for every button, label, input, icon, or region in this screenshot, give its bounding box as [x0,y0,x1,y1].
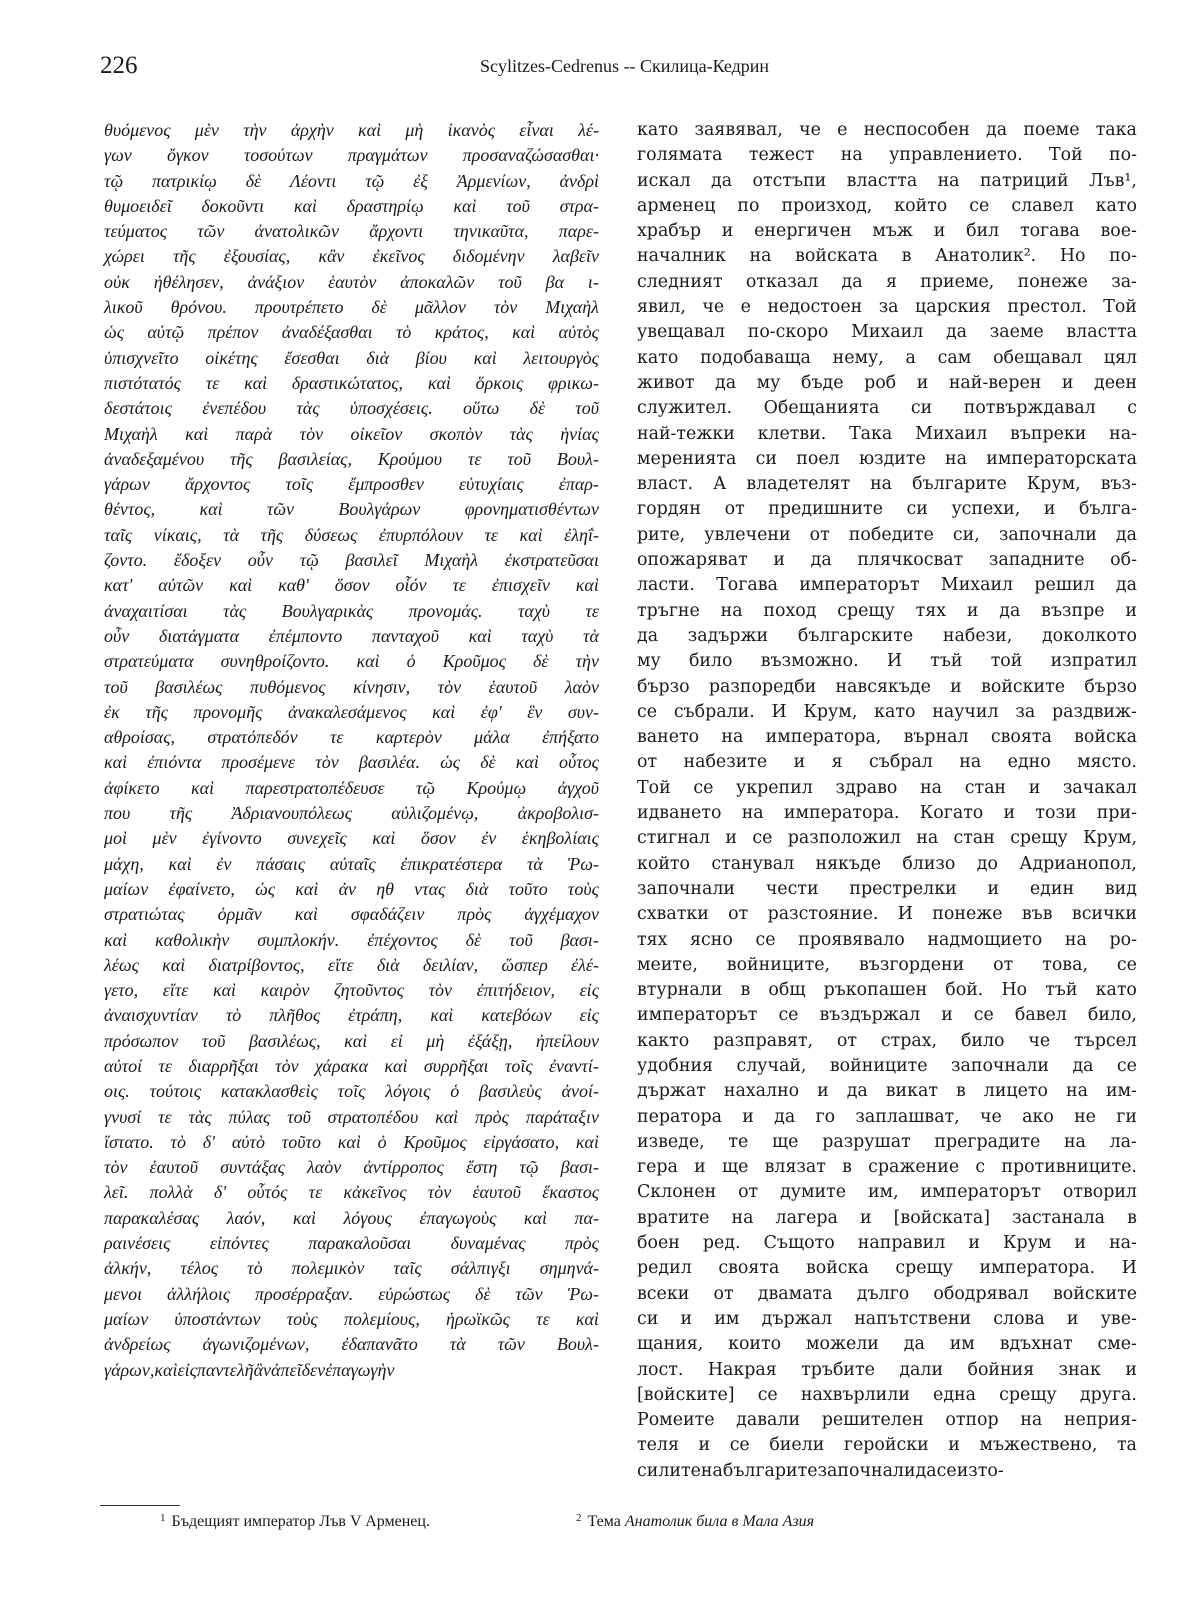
bulgarian-text-line: опожаряват и да плячкосват западните об- [637,550,1137,571]
bulgarian-text-line: искал да отстъпи властта на патриций Лъв¹, [637,170,1137,191]
bulgarian-text-line: всеки от двамата дълго ободрявал войските [637,1283,1137,1304]
bulgarian-text-column [637,118,1137,1484]
bulgarian-text-line: живот да му бъде роб и най-верен и деен [637,372,1137,393]
greek-text-line: κατ' αὐτῶν καὶ καθ' ὅσον οἷόν τε ἐπισχεῖν καὶ [104,575,599,596]
greek-text-line: ἵστατο. τὸ δ' αὐτὸ τοῦτο καὶ ὁ Κροῦμος εἰργάσατο, καὶ [104,1131,599,1152]
bulgarian-text-line: да задържи българските набези, доколкото [637,625,1137,646]
bulgarian-text-line: най-тежки клетви. Така Михаил въпреки на- [637,423,1137,444]
greek-text-line: παρακαλέσας λαόν, καὶ λόγους ἐπαγωγοὺς καὶ πα- [104,1207,599,1228]
bulgarian-text-line: боен ред. Същото направил и Крум и на- [637,1233,1137,1254]
running-title: Scylitzes-Cedrenus -- Скилица-Кедрин [480,56,770,76]
greek-text-line: πρόσωπον τοῦ βασιλέως, καὶ εἰ μὴ ἐξάξῃ, ἠπείλουν [104,1030,599,1051]
bulgarian-text-line: щания, които можели да им вдъхнат сме- [637,1334,1137,1355]
greek-text-line: καὶ ἐπιόντα προσέμενε τὸν βασιλέα. ὡς δὲ καὶ οὗτος [104,752,599,773]
footnote-separator [100,1505,180,1506]
greek-text-line: ὡς αὐτῷ πρέπον ἀναδέξασθαι τὸ κράτος, καὶ αὐτὸς [104,322,599,343]
greek-text-line: ἀλκήν, τέλος τὸ πολεμικὸν ταῖς σάλπιγξι σημηνά- [104,1258,599,1279]
bulgarian-text-line: меите, войниците, възгордени от това, се [637,954,1137,975]
greek-text-line: οὖν διατάγματα ἐπέμποντο πανταχοῦ καὶ ταχὺ τὰ [104,625,599,646]
bulgarian-text-line: който станувал някъде близо до Адрианопол, [637,853,1137,874]
bulgarian-text-line: бързо разпоредби навсякъде и войските бързо [637,676,1137,697]
greek-text-line: γάρων ἄρχοντος τοῖς ἔμπροσθεν εὐτυχίαις ἐπαρ- [104,474,599,495]
greek-text-line: ἀναδεξαμένου τῆς βασιλείας, Κρούμου τε τοῦ Βουλ- [104,448,599,469]
greek-text-line: οὐκ ἠθέλησεν, ἀνάξιον ἑαυτὸν ἀποκαλῶν τοῦ βα ι- [104,271,599,292]
greek-text-line: ζοντο. ἔδοξεν οὖν τῷ βασιλεῖ Μιχαὴλ ἐκστρατεῦσαι [104,550,599,571]
greek-text-line: ἀνδρείως ἀγωνιζομένων, ἐδαπανᾶτο τὰ τῶν Βουλ- [104,1334,599,1355]
bulgarian-text-line: схватки от разстояние. И понеже във всички [637,904,1137,925]
bulgarian-text-line: храбър и енергичен мъж и бил тогава вое- [637,221,1137,242]
page-number: 226 [100,52,138,79]
bulgarian-text-line: от набезите и я събрал на едно място. [637,752,1137,773]
bulgarian-text-line: Той се укрепил здраво на стан и зачакал [637,777,1137,798]
greek-text-line: γάρων, καὶ εἰς παντελῆ ἂν ἀπεῖδεν ἐπαγωγὴν [104,1359,395,1380]
bulgarian-text-line: ласти. Тогава императорът Михаил решил да [637,575,1137,596]
greek-text-line: που τῆς Ἀδριανουπόλεως αὐλιζομένῳ, ἀκροβολισ- [104,803,599,824]
bulgarian-text-line: Ромеите давали решителен отпор на неприя- [637,1410,1137,1431]
footnote-1-text: Бъдещият император Лъв V Арменец. [171,1513,430,1530]
page-header [100,52,1120,88]
bulgarian-text-line: изведе, те ще разрушат преградите на ла- [637,1131,1137,1152]
bulgarian-text-line: следният отказал да я приеме, понеже за- [637,271,1137,292]
greek-text-line: αθροίσας, στρατόπεδόν τε καρτερὸν μάλα ἐπήξατο [104,727,599,748]
bulgarian-text-line: вратите на лагера и [войската] застанала в [637,1207,1137,1228]
greek-text-line: θυμοειδεῖ δοκοῦντι καὶ δραστηρίῳ καὶ τοῦ στρα- [104,195,599,216]
bulgarian-text-line: ператора и да го заплашват, че ако не ги [637,1106,1137,1127]
bulgarian-text-line: като заявявал, че е неспособен да поеме така [637,120,1137,140]
greek-text-line: τεύματος τῶν ἀνατολικῶν ἄρχοντι τηνικαῦτα, παρε- [104,221,599,242]
greek-text-line: γων ὄγκον τοσούτων πραγμάτων προσαναζώσασθαι· [104,145,599,166]
bulgarian-text-line: редил своята войска срещу императора. И [637,1258,1137,1279]
footnote-2 [576,1512,814,1531]
greek-text-line: μοὶ μὲν ἐγίνοντο συνεχεῖς καὶ ὅσον ἐν ἑκηβολίαις [104,828,599,849]
greek-text-line: θέντος, καὶ τῶν Βουλγάρων φρονηματισθέντων [104,499,599,520]
bulgarian-text-line: започнали чести престрелки и един вид [637,878,1137,899]
bulgarian-text-line: арменец по произход, който се славел като [637,195,1137,216]
bulgarian-text-line: императорът се въздържал и се бавел било, [637,1005,1137,1026]
greek-text-line: πιστότατός τε καὶ δραστικώτατος, καὶ ὅρκοις φρικω- [104,372,599,393]
bulgarian-text-line: власт. А владетелят на българите Крум, въз- [637,474,1137,495]
greek-text-line: καὶ καθολικὴν συμπλοκήν. ἐπέχοντος δὲ τοῦ βασι- [104,929,599,950]
bulgarian-text-line: държат нахално и да викат в лицето на им- [637,1081,1137,1102]
bulgarian-text-line: гера и ще влязат в сражение с противниците. [637,1157,1137,1178]
greek-text-line: μενοι ἀλλήλοις προσέρραξαν. εὐρώστως δὲ τῶν Ῥω- [104,1283,599,1304]
footnote-2-text: Тема [587,1513,621,1530]
greek-text-line: τῷ πατρικίῳ δὲ Λέοντι τῷ ἐξ Ἀρμενίων, ἀνδρὶ [104,170,599,191]
bulgarian-text-line: удобния случай, войниците започнали да се [637,1055,1137,1076]
greek-text-line: ραινέσεις εἰπόντες παρακαλοῦσαι δυναμένας πρὸς [104,1233,599,1254]
footnote-2-italic-text: Анатолик била в Мала Азия [624,1513,815,1530]
greek-text-line: γνυσί τε τὰς πύλας τοῦ στρατοπέδου καὶ πρὸς παράταξιν [104,1106,599,1127]
greek-text-line: ἀναισχυντίαν τὸ πλῆθος ἐτράπη, καὶ κατεβόων εἰς [104,1005,599,1026]
bulgarian-text-line: както разправят, от страх, било че търсел [637,1030,1137,1051]
footnote-1-marker: 1 [160,1512,166,1524]
bulgarian-text-line: тръгне на поход срещу тях и да възпре и [637,600,1137,621]
greek-text-line: μαίων ἐφαίνετο, ὡς καὶ ἀν ηθ ντας διὰ τοῦτο τοὺς [104,878,599,899]
bulgarian-text-line: голямата тежест на управлението. Той по- [637,145,1137,166]
greek-text-column [104,118,599,1383]
greek-text-line: χώρει τῆς ἐξουσίας, κἂν ἐκεῖνος διδομένην λαβεῖν [104,246,599,267]
greek-text-line: ἀφίκετο καὶ παρεστρατοπέδευσε τῷ Κρούμῳ ἀγχοῦ [104,777,599,798]
bulgarian-text-line: тях ясно се проявявало надмощието на ро- [637,929,1137,950]
greek-text-line: οις. τούτοις κατακλασθεὶς τοῖς λόγοις ὁ βασιλεὺς ἀνοί- [104,1081,599,1102]
bulgarian-text-line: меренията си поел юздите на императорската [637,448,1137,469]
greek-text-line: λεῖ. πολλὰ δ' οὗτός τε κἀκεῖνος τὸν ἑαυτοῦ ἕκαστος [104,1182,599,1203]
bulgarian-text-line: лост. Накрая тръбите дали бойния знак и [637,1359,1137,1380]
bulgarian-text-line: му било възможно. И тъй той изпратил [637,651,1137,672]
bulgarian-text-line: си и им държал напътствени слова и уве- [637,1308,1137,1329]
bulgarian-text-line: се събрали. И Крум, като научил за раздвиж- [637,701,1137,722]
bulgarian-text-line: идването на императора. Когато и този при- [637,803,1137,824]
greek-text-line: Μιχαὴλ καὶ παρὰ τὸν οἰκεῖον σκοπὸν τὰς ἡνίας [104,423,599,444]
greek-text-line: στρατεύματα συνηθροίζοντο. καὶ ὁ Κροῦμος δὲ τὴν [104,651,599,672]
bulgarian-text-line: явил, че е недостоен за царския престол. Той [637,297,1137,318]
bulgarian-text-line: ването на императора, върнал своята войска [637,727,1137,748]
greek-text-line: λικοῦ θρόνου. προυτρέπετο δὲ μᾶλλον τὸν Μιχαὴλ [104,297,599,318]
greek-text-line: τὸν ἑαυτοῦ συντάξας λαὸν ἀντίρροπος ἔστη τῷ βασι- [104,1157,599,1178]
greek-text-line: ἐκ τῆς προνομῆς ἀνακαλεσάμενος καὶ ἐφ' ἓν συν- [104,701,599,722]
greek-text-line: ὑπισχνεῖτο οἰκέτης ἔσεσθαι διὰ βίου καὶ λειτουργὸς [104,347,599,368]
bulgarian-text-line: стигнал и се разположил на стан срещу Крум, [637,828,1137,849]
bulgarian-text-line: рите, увлечени от победите си, започнали да [637,524,1137,545]
greek-text-line: στρατιώτας ὁρμᾶν καὶ σφαδάζειν πρὸς ἀγχέμαχον [104,904,599,925]
greek-text-line: λέως καὶ διατρίβοντος, εἴτε διὰ δειλίαν, ὥσπερ ἐλέ- [104,954,599,975]
bulgarian-text-line: като подобаваща нему, а сам обещавал цял [637,347,1137,368]
greek-text-line: μαίων ὑποστάντων τοὺς πολεμίους, ἡρωϊκῶς τε καὶ [104,1308,599,1329]
bulgarian-text-line: силите на българите започнали да се изто- [637,1460,1004,1481]
bulgarian-text-line: Склонен от думите им, императорът отворил [637,1182,1137,1203]
footnote-1 [160,1512,430,1531]
greek-text-line: ἀναχαιτίσαι τὰς Βουλγαρικὰς προνομάς. ταχὺ τε [104,600,599,621]
bulgarian-text-line: втурнали в общ ръкопашен бой. Но тъй като [637,980,1137,1001]
bulgarian-text-line: теля и се биели геройски и мъжествено, та [637,1435,1137,1456]
greek-text-line: γετο, εἴτε καὶ καιρὸν ζητοῦντος τὸν ἐπιτήδειον, εἰς [104,980,599,1001]
bulgarian-text-line: служител. Обещанията си потвърждавал с [637,398,1137,419]
greek-text-line: αὐτοί τε διαρρῆξαι τὸν χάρακα καὶ συρρῆξαι τοῖς ἐναντί- [104,1055,599,1076]
greek-text-line: θυόμενος μὲν τὴν ἀρχὴν καὶ μὴ ἱκανὸς εἶναι λέ- [104,120,599,140]
bulgarian-text-line: [войските] се нахвърлили една срещу друга. [637,1384,1137,1405]
greek-text-line: δεστάτοις ἐνεπέδου τὰς ὑποσχέσεις. οὕτω δὲ τοῦ [104,398,599,419]
bulgarian-text-line: увещавал по-скоро Михаил да заеме властта [637,322,1137,343]
greek-text-line: μάχη, καὶ ἐν πάσαις αὐταῖς ἐπικρατέστερα τὰ Ῥω- [104,853,599,874]
footnote-2-marker: 2 [576,1512,582,1524]
greek-text-line: ταῖς νίκαις, τὰ τῆς δύσεως ἐπυρπόλουν τε καὶ ἐληΐ- [104,524,599,545]
bulgarian-text-line: гордян от предишните си успехи, и бълга- [637,499,1137,520]
greek-text-line: τοῦ βασιλέως πυθόμενος κίνησιν, τὸν ἑαυτοῦ λαὸν [104,676,599,697]
bulgarian-text-line: началник на войската в Анатолик². Но по- [637,246,1137,267]
